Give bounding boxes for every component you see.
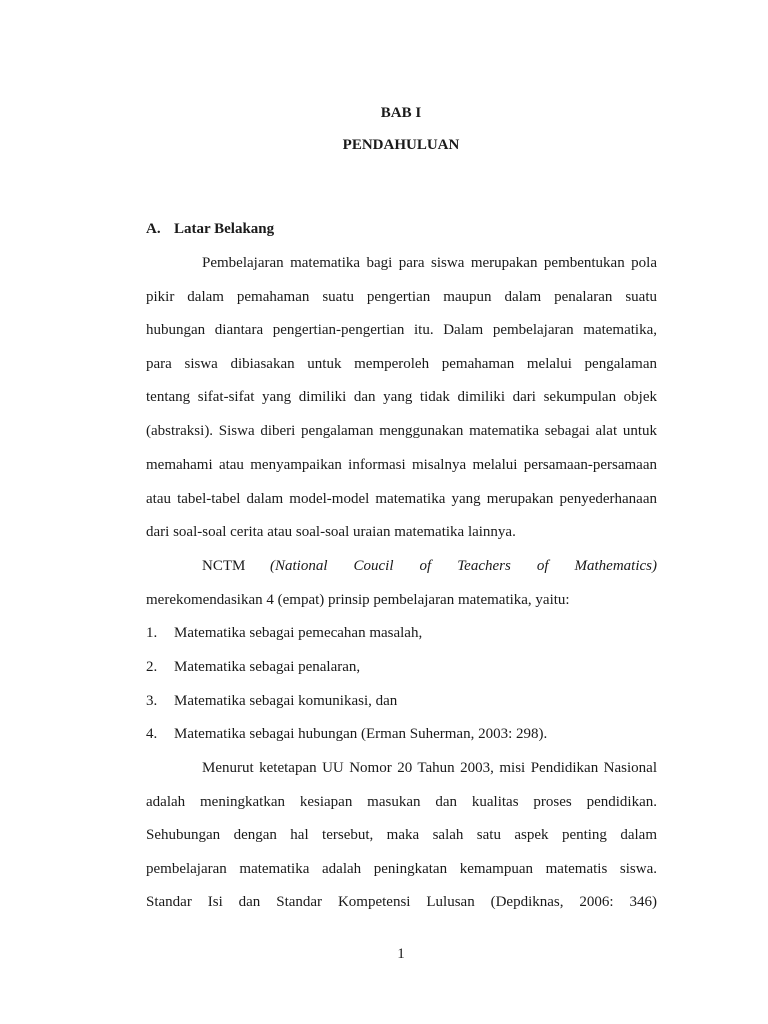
paragraph-1-line-4: para siswa dibiasakan untuk memperoleh pemahaman melalui pengalaman bbox=[146, 356, 657, 372]
paragraph-1-line-3: hubungan diantara pengertian-pengertian itu. Dalam pembelajaran matematika, bbox=[146, 322, 657, 338]
list-text: Matematika sebagai komunikasi, dan bbox=[174, 693, 398, 709]
chapter-label: BAB I bbox=[380, 105, 422, 121]
paragraph-1-line-5: tentang sifat-sifat yang dimiliki dan yang tidak dimiliki dari sekumpulan objek bbox=[146, 389, 657, 405]
nctm-expansion: (National Coucil of Teachers of Mathematics) bbox=[270, 558, 657, 574]
list-item bbox=[146, 692, 657, 710]
list-text: Matematika sebagai hubungan (Erman Suherman, 2003: 298). bbox=[174, 726, 548, 742]
paragraph-3-line-1: Menurut ketetapan UU Nomor 20 Tahun 2003, misi Pendidikan Nasional bbox=[202, 760, 657, 776]
paragraph-1-line-8: atau tabel-tabel dalam model-model matematika yang merupakan penyederhanaan bbox=[146, 491, 657, 507]
list-number: 2. bbox=[146, 659, 158, 675]
list-item bbox=[146, 624, 657, 642]
paragraph-2-line-2: merekomendasikan 4 (empat) prinsip pembelajaran matematika, yaitu: bbox=[146, 592, 570, 608]
section-title: Latar Belakang bbox=[174, 221, 275, 237]
list-number: 3. bbox=[146, 693, 158, 709]
section-marker: A. bbox=[146, 221, 161, 237]
list-number: 1. bbox=[146, 625, 158, 641]
list-text: Matematika sebagai pemecahan masalah, bbox=[174, 625, 423, 641]
paragraph-1-line-2: pikir dalam pemahaman suatu pengertian maupun dalam penalaran suatu bbox=[146, 289, 657, 305]
paragraph-1-line-1: Pembelajaran matematika bagi para siswa merupakan pembentukan pola bbox=[202, 255, 657, 271]
list-item bbox=[146, 725, 657, 743]
list-number: 4. bbox=[146, 726, 158, 742]
list-item bbox=[146, 658, 657, 676]
paragraph-2-line-1 bbox=[202, 557, 657, 575]
section-heading bbox=[146, 221, 274, 238]
paragraph-3-line-5: Standar Isi dan Standar Kompetensi Lulusan (Depdiknas, 2006: 346) bbox=[146, 894, 657, 910]
paragraph-3-line-2: adalah meningkatkan kesiapan masukan dan kualitas proses pendidikan. bbox=[146, 794, 657, 810]
chapter-title: PENDAHULUAN bbox=[342, 137, 460, 153]
list-text: Matematika sebagai penalaran, bbox=[174, 659, 361, 675]
paragraph-1-line-9: dari soal-soal cerita atau soal-soal uraian matematika lainnya. bbox=[146, 524, 516, 540]
paragraph-1-line-6: (abstraksi). Siswa diberi pengalaman menggunakan matematika sebagai alat untuk bbox=[146, 423, 657, 439]
paragraph-1-line-7: memahami atau menyampaikan informasi misalnya melalui persamaan-persamaan bbox=[146, 457, 657, 473]
paragraph-3-line-4: pembelajaran matematika adalah peningkatan kemampuan matematis siswa. bbox=[146, 861, 657, 877]
nctm-text: NCTM bbox=[202, 558, 246, 574]
paragraph-3-line-3: Sehubungan dengan hal tersebut, maka salah satu aspek penting dalam bbox=[146, 827, 657, 843]
page-number: 1 bbox=[397, 946, 405, 962]
